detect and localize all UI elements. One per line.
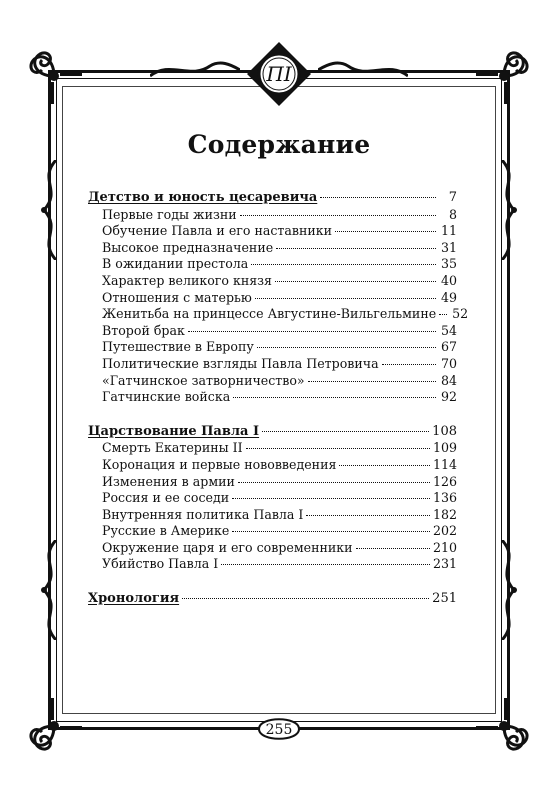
toc-page-number: 182 bbox=[432, 506, 457, 522]
toc-page-number: 54 bbox=[440, 322, 457, 338]
top-flourish-right bbox=[318, 56, 408, 82]
toc-entry[interactable] bbox=[88, 207, 457, 224]
toc-entry-title: Внутренняя политика Павла I bbox=[102, 506, 304, 522]
toc-entry-title: Коронация и первые нововведения bbox=[102, 456, 337, 472]
dot-leader bbox=[238, 482, 430, 483]
toc-entry[interactable] bbox=[88, 223, 457, 240]
toc-page-number: 92 bbox=[440, 389, 457, 405]
dot-leader bbox=[240, 215, 436, 216]
toc-entry[interactable] bbox=[88, 273, 457, 290]
dot-leader bbox=[276, 248, 436, 249]
toc-page-number: 49 bbox=[440, 289, 457, 305]
dot-leader bbox=[188, 331, 436, 332]
dot-leader bbox=[308, 381, 436, 382]
monogram-text: ПI bbox=[266, 62, 292, 86]
dot-leader bbox=[221, 564, 430, 565]
toc-entry[interactable] bbox=[88, 323, 457, 340]
toc-page-number: 231 bbox=[432, 556, 457, 572]
section-spacer bbox=[88, 573, 457, 591]
dot-leader bbox=[306, 515, 430, 516]
corner-ornament-bottom-right bbox=[474, 696, 534, 756]
toc-entry-title: Гатчинские войска bbox=[102, 389, 231, 405]
dot-leader bbox=[246, 448, 430, 449]
toc-page-number: 52 bbox=[452, 306, 469, 322]
corner-ornament-top-right bbox=[474, 46, 534, 106]
toc-entry-title: Изменения в армии bbox=[102, 473, 235, 489]
toc-entry[interactable] bbox=[88, 490, 457, 507]
toc-entry[interactable] bbox=[88, 440, 457, 457]
toc-entry[interactable] bbox=[88, 256, 457, 273]
toc-page-number: 109 bbox=[432, 440, 457, 456]
toc-entry-title: Смерть Екатерины II bbox=[102, 440, 243, 456]
toc-entry[interactable] bbox=[88, 457, 457, 474]
toc-entry-title: В ожидании престола bbox=[102, 256, 249, 272]
toc-page-number: 136 bbox=[432, 490, 457, 506]
dot-leader bbox=[439, 314, 447, 315]
toc-entry-title: Отношения с матерью bbox=[102, 289, 252, 305]
toc-page-number: 84 bbox=[440, 372, 457, 388]
toc-page-number: 11 bbox=[440, 223, 457, 239]
toc-entry-title: Россия и ее соседи bbox=[102, 490, 230, 506]
corner-ornament-bottom-left bbox=[24, 696, 84, 756]
dot-leader bbox=[232, 498, 430, 499]
section-spacer bbox=[88, 406, 457, 424]
toc-entry[interactable] bbox=[88, 306, 469, 323]
scroll-ornament-left-upper bbox=[34, 160, 64, 260]
corner-ornament-top-left bbox=[24, 46, 84, 106]
dot-leader bbox=[262, 431, 429, 432]
toc-entry-title: Русские в Америке bbox=[102, 523, 230, 539]
dot-leader bbox=[356, 548, 430, 549]
toc-page-number: 67 bbox=[440, 339, 457, 355]
toc-page-number: 8 bbox=[448, 206, 457, 222]
toc-entry-title: Женитьба на принцессе Августине-Вильгельмине bbox=[102, 306, 437, 322]
table-of-contents bbox=[88, 190, 469, 608]
toc-section-entry[interactable] bbox=[88, 424, 457, 441]
toc-entry-title: Характер великого князя bbox=[102, 272, 272, 288]
toc-entry-title: Политические взгляды Павла Петровича bbox=[102, 355, 379, 371]
toc-entry-title: Первые годы жизни bbox=[102, 206, 237, 222]
toc-entry-title: «Гатчинское затворничество» bbox=[102, 372, 305, 388]
toc-page-number: 251 bbox=[432, 591, 457, 607]
toc-entry-title: Обучение Павла и его наставники bbox=[102, 223, 333, 239]
toc-entry[interactable] bbox=[88, 507, 457, 524]
scroll-ornament-right-lower bbox=[494, 540, 524, 640]
dot-leader bbox=[335, 231, 436, 232]
toc-page-number: 40 bbox=[440, 272, 457, 288]
dot-leader bbox=[382, 364, 436, 365]
scroll-ornament-right-upper bbox=[494, 160, 524, 260]
toc-entry[interactable] bbox=[88, 474, 457, 491]
dot-leader bbox=[233, 397, 436, 398]
dot-leader bbox=[232, 531, 430, 532]
toc-entry-title: Второй брак bbox=[102, 322, 185, 338]
page-number: 255 bbox=[265, 722, 293, 738]
toc-entry[interactable] bbox=[88, 556, 457, 573]
toc-entry[interactable] bbox=[88, 356, 457, 373]
dot-leader bbox=[339, 465, 430, 466]
toc-page-number: 31 bbox=[440, 239, 457, 255]
toc-entry[interactable] bbox=[88, 373, 457, 390]
toc-entry[interactable] bbox=[88, 540, 457, 557]
dot-leader bbox=[320, 197, 436, 198]
toc-entry[interactable] bbox=[88, 240, 457, 257]
toc-page-number: 70 bbox=[440, 355, 457, 371]
toc-section-entry[interactable] bbox=[88, 591, 457, 608]
toc-entry[interactable] bbox=[88, 523, 457, 540]
dot-leader bbox=[255, 298, 436, 299]
toc-section-entry[interactable] bbox=[88, 190, 457, 207]
top-flourish-left bbox=[150, 56, 240, 82]
toc-page-number: 7 bbox=[448, 190, 457, 205]
monogram-medallion bbox=[245, 40, 313, 108]
toc-entry-title: Путешествие в Европу bbox=[102, 339, 254, 355]
toc-entry[interactable] bbox=[88, 290, 457, 307]
toc-section-title: Детство и юность цесаревича bbox=[88, 190, 318, 205]
toc-page-number: 210 bbox=[432, 539, 457, 555]
page-number-badge bbox=[255, 712, 303, 746]
toc-page-number: 126 bbox=[432, 473, 457, 489]
page-title: Содержание bbox=[187, 130, 371, 159]
toc-page-number: 108 bbox=[432, 423, 457, 439]
toc-section-title: Хронология bbox=[88, 591, 180, 607]
toc-section-title: Царствование Павла I bbox=[88, 423, 260, 439]
toc-entry-title: Высокое предназначение bbox=[102, 239, 274, 255]
toc-entry-title: Окружение царя и его современники bbox=[102, 539, 353, 555]
dot-leader bbox=[251, 264, 436, 265]
toc-entry[interactable] bbox=[88, 339, 457, 356]
scroll-ornament-left-lower bbox=[34, 540, 64, 640]
toc-page-number: 202 bbox=[432, 523, 457, 539]
toc-entry-title: Убийство Павла I bbox=[102, 556, 219, 572]
toc-page-number: 35 bbox=[440, 256, 457, 272]
toc-page-number: 114 bbox=[432, 456, 457, 472]
dot-leader bbox=[275, 281, 436, 282]
dot-leader bbox=[257, 347, 436, 348]
dot-leader bbox=[182, 598, 429, 599]
toc-entry[interactable] bbox=[88, 389, 457, 406]
